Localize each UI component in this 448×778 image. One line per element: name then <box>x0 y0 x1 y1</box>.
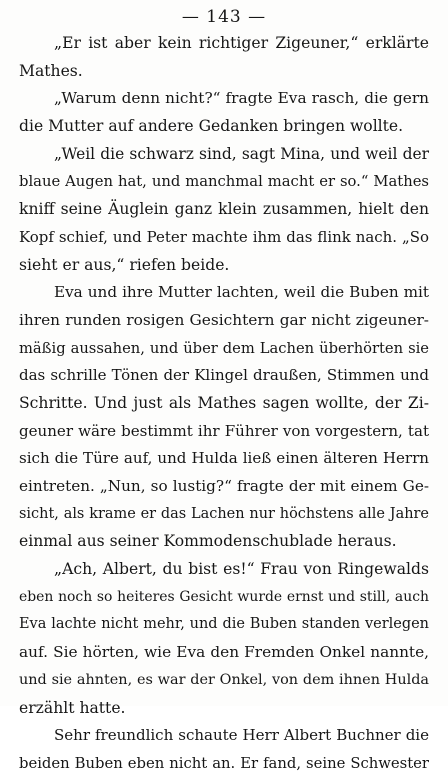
text-line: mäßig aussahen, und über dem Lachen überhörten sie <box>19 339 429 357</box>
body-text <box>19 30 429 778</box>
text-line: auf. Sie hörten, wie Eva den Fremden Onkel nannte, <box>19 643 429 662</box>
text-line: die Mutter auf andere Gedanken bringen wollte. <box>19 117 404 136</box>
text-line: „Weil die schwarz sind, sagt Mina, und weil der <box>54 144 429 163</box>
text-line: eintreten. „Nun, so lustig?“ fragte der mit einem Ge- <box>19 477 429 495</box>
text-line: „Er ist aber kein richtiger Zigeuner,“ erklärte <box>54 34 429 52</box>
text-line: Eva und ihre Mutter lachten, weil die Buben mit <box>54 283 429 302</box>
text-line: eben noch so heiteres Gesicht wurde ernst und still, auch <box>19 588 429 605</box>
text-line: Kopf schief, und Peter machte ihm das flink nach. „So <box>19 227 429 246</box>
text-line: geuner wäre bestimmt ihr Führer von vorgestern, tat <box>19 421 429 440</box>
text-line: blaue Augen hat, und manchmal macht er so.“ Mathes <box>19 173 429 191</box>
text-line: Mathes. <box>19 61 83 80</box>
text-line: kniff seine Äuglein ganz klein zusammen, hielt den <box>19 200 429 219</box>
text-line: ihren runden rosigen Gesichtern gar nicht zigeuner- <box>19 310 429 329</box>
text-line: und sie ahnten, es war der Onkel, von dem ihnen Hulda <box>19 671 429 688</box>
text-line: „Warum denn nicht?“ fragte Eva rasch, die gern <box>54 89 429 108</box>
text-line: Eva lachte nicht mehr, und die Buben standen verlegen <box>19 616 429 633</box>
page-number: — 143 — <box>181 7 267 27</box>
text-line: sich die Türe auf, und Hulda ließ einen älteren Herrn <box>19 449 429 468</box>
text-line: einmal aus seiner Kommodenschublade heraus. <box>19 532 397 551</box>
text-line: „Ach, Albert, du bist es!“ Frau von Ringewalds <box>54 560 429 579</box>
text-line: sieht er aus,“ riefen beide. <box>19 255 230 274</box>
text-line: Schritte. Und just als Mathes sagen wollte, der Zi- <box>19 393 429 412</box>
text-line: erzählt hatte. <box>19 698 126 717</box>
text-line: beiden Buben eben nicht an. Er fand, seine Schwester <box>19 754 429 772</box>
text-line: sicht, als krame er das Lachen nur höchstens alle Jahre <box>19 505 429 522</box>
text-line: das schrille Tönen der Klingel draußen, Stimmen und <box>19 366 429 385</box>
text-line: Sehr freundlich schaute Herr Albert Buchner die <box>54 726 429 745</box>
